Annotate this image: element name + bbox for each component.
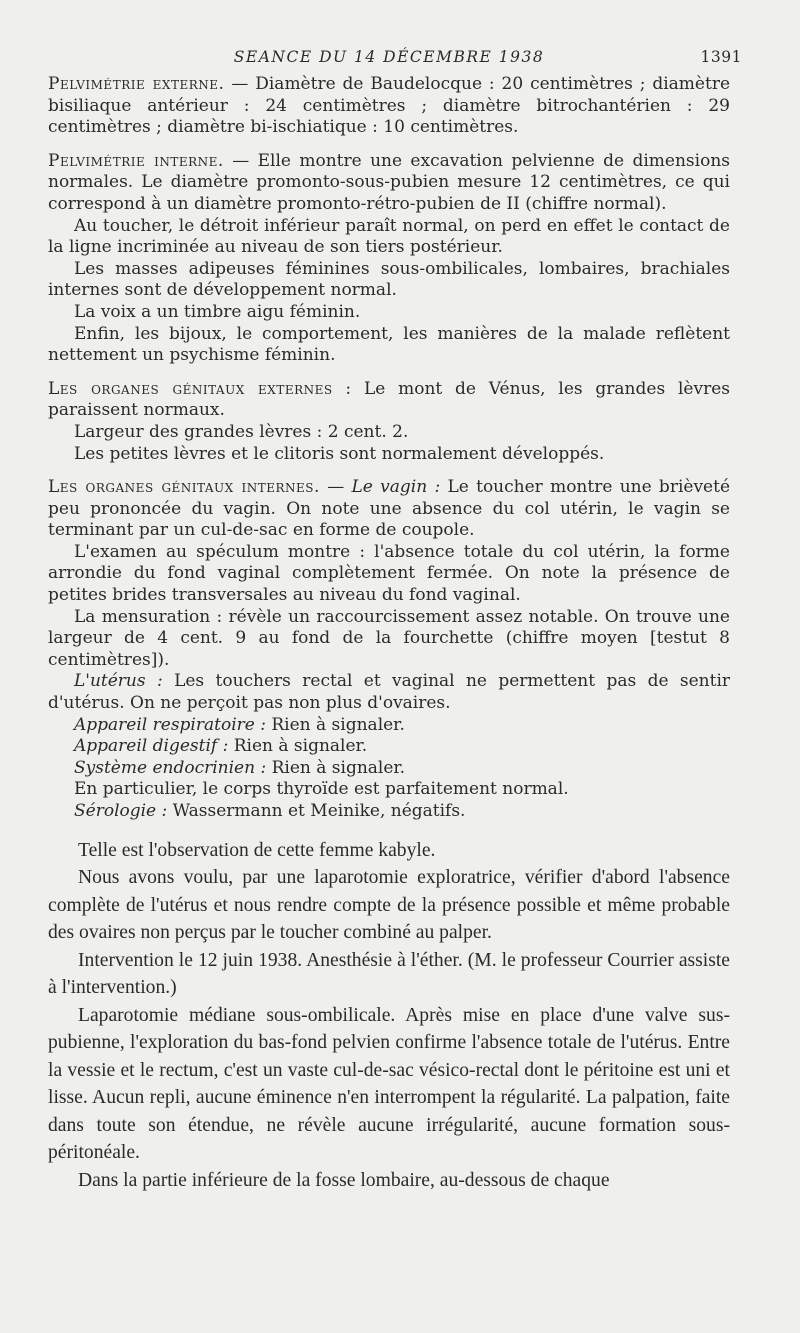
paragraph: Les masses adipeuses féminines sous-ombilicales, lombaires, brachiales internes sont de développement normal. — [48, 258, 730, 301]
page-number: 1391 — [700, 48, 742, 66]
paragraph: Dans la partie inférieure de la fosse lombaire, au-dessous de chaque — [78, 1169, 610, 1191]
paragraph: Laparotomie médiane sous-ombilicale. Après mise en place d'une valve sus-pubienne, l'exploration du bas-fond pelvien confirme l'absence totale de l'utérus. Entre la vessie et le rectum, c'est un vaste cul-de-sac vésico-rectal dont le péritoine est uni et lisse. Aucun repli, aucune éminence n'en interrompent la régularité. La palpation, faite dans toute son étendue, ne révèle aucune irrégularité, aucune formation sous-péritonéale. — [48, 1004, 730, 1164]
running-header — [48, 44, 742, 74]
paragraph-organes-externes: Les organes génitaux externes : Le mont de Vénus, les grandes lèvres paraissent normaux. — [48, 378, 730, 421]
paragraph: La mensuration : révèle un raccourcissement assez notable. On trouve une largeur de 4 cent. 9 au fond de la fourchette (chiffre moyen [testut 8 centimètres]). — [48, 606, 730, 670]
paragraph: L'examen au spéculum montre : l'absence totale du col utérin, la forme arrondie du fond vaginal complètement fermée. On note la présence de petites brides transversales au niveau du fond vaginal. — [48, 541, 730, 606]
paragraph-appareil-respiratoire: Appareil respiratoire : Rien à signaler. — [74, 714, 405, 735]
running-title: SEANCE DU 14 DÉCEMBRE 1938 — [233, 48, 545, 66]
section-lead: Pelvimétrie interne. — [48, 150, 224, 171]
paragraph: En particulier, le corps thyroïde est parfaitement normal. — [74, 779, 569, 800]
paragraph: Les petites lèvres et le clitoris sont normalement développés. — [74, 443, 605, 464]
paragraph: Nous avons voulu, par une laparotomie exploratrice, vérifier d'abord l'absence complète de l'utérus et nous rendre compte de la présence possible et même probable des ovaires non perçus par le toucher combiné au palper. — [48, 867, 730, 944]
paragraph-uterus: L'utérus : Les touchers rectal et vaginal ne permettent pas de sentir d'utérus. On ne perçoit pas non plus d'ovaires. — [48, 671, 731, 714]
clinical-observation — [48, 74, 730, 823]
paragraph: Telle est l'observation de cette femme kabyle. — [78, 839, 436, 861]
paragraph-systeme-endocrinien: Système endocrinien : Rien à signaler. — [74, 757, 406, 778]
paragraph: La voix a un timbre aigu féminin. — [74, 301, 361, 322]
paragraph-organes-internes: Les organes génitaux internes. — Le vagin : Le toucher montre une brièveté peu prononcée du vagin. On note une absence du col utérin, le vagin se terminant par un cul-de-sac en forme de coupole. — [48, 477, 730, 541]
paragraph: Largeur des grandes lèvres : 2 cent. 2. — [74, 421, 409, 442]
paragraph: Intervention le 12 juin 1938. Anesthésie à l'éther. (M. le professeur Courrier assiste à l'intervention.) — [48, 949, 730, 999]
paragraph: Enfin, les bijoux, le comportement, les manières de la malade reflètent nettement un psychisme féminin. — [48, 323, 730, 366]
section-lead: Les organes génitaux internes. — [48, 477, 320, 498]
paragraph-pelvimetrie-interne: Pelvimétrie interne. — Elle montre une excavation pelvienne de dimensions normales. Le diamètre promonto-sous-pubien mesure 12 centimètres, ce qui correspond à un diamètre promonto-rétro-pubien de II (chiffre normal). — [48, 150, 730, 214]
discussion-text — [48, 837, 730, 1195]
section-lead: Les organes génitaux externes — [48, 378, 333, 399]
section-lead: Pelvimétrie externe. — [48, 74, 225, 94]
paragraph-serologie: Sérologie : Wassermann et Meinike, négatifs. — [74, 801, 466, 821]
paragraph-pelvimetrie-externe: Pelvimétrie externe. — Diamètre de Baudelocque : 20 centimètres ; diamètre bisiliaque antérieur : 24 centimètres ; diamètre bitrochantérien : 29 centimètres ; diamètre bi-ischiatique : 10 centimètres. — [48, 74, 731, 138]
paragraph: Au toucher, le détroit inférieur paraît normal, on perd en effet le contact de la ligne incriminée au niveau de son tiers postérieur. — [48, 215, 730, 258]
paragraph-appareil-digestif: Appareil digestif : Rien à signaler. — [74, 736, 368, 757]
